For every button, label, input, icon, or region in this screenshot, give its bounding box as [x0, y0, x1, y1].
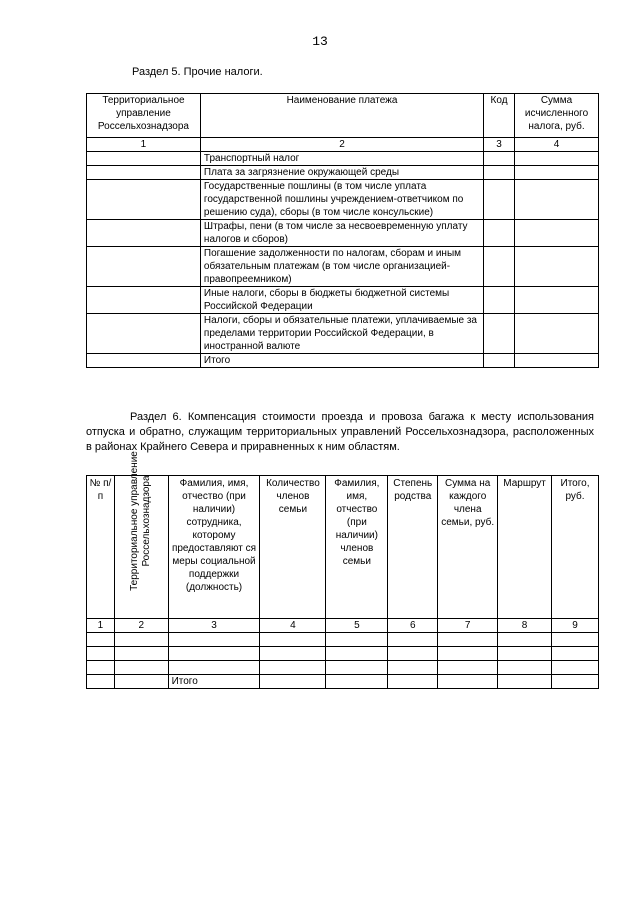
table-row	[87, 220, 599, 247]
total-label: Итого	[200, 354, 483, 368]
table-row	[87, 647, 599, 661]
table-row	[87, 314, 599, 354]
col-number: 9	[552, 619, 599, 633]
col-header-relationship: Степень родства	[388, 476, 438, 619]
col-number: 1	[87, 138, 201, 152]
col-number: 2	[200, 138, 483, 152]
col-header-payment-name: Наименование платежа	[200, 94, 483, 138]
table-row	[87, 166, 599, 180]
payment-name: Штрафы, пени (в том числе за несвоевременную уплату налогов и сборов)	[200, 220, 483, 247]
col-header-territorial-unit: Территориальное управление Россельхознадзора	[114, 476, 168, 619]
total-label: Итого	[168, 675, 260, 689]
column-number-row	[87, 138, 599, 152]
col-number: 2	[114, 619, 168, 633]
section5-title: Раздел 5. Прочие налоги.	[132, 66, 263, 78]
payment-name: Иные налоги, сборы в бюджеты бюджетной системы Российской Федерации	[200, 287, 483, 314]
total-row	[87, 675, 599, 689]
col-header-tax-amount: Сумма исчисленного налога, руб.	[515, 94, 599, 138]
table-row	[87, 152, 599, 166]
col-number: 6	[388, 619, 438, 633]
table-row	[87, 661, 599, 675]
table-header-row	[87, 476, 599, 619]
col-number: 3	[484, 138, 515, 152]
col-number: 4	[260, 619, 326, 633]
col-header-territorial-unit: Территориальное управление Россельхознадзора	[87, 94, 201, 138]
col-header-code: Код	[484, 94, 515, 138]
col-number: 5	[326, 619, 388, 633]
col-header-number: № п/п	[87, 476, 115, 619]
col-number: 7	[438, 619, 498, 633]
column-number-row	[87, 619, 599, 633]
col-number: 4	[515, 138, 599, 152]
col-number: 8	[498, 619, 552, 633]
table-row	[87, 287, 599, 314]
col-header-family-names: Фамилия, имя, отчество (при наличии) членов семьи	[326, 476, 388, 619]
table-header-row	[87, 94, 599, 138]
total-row	[87, 354, 599, 368]
page-number: 13	[312, 34, 328, 49]
col-number: 1	[87, 619, 115, 633]
col-number: 3	[168, 619, 260, 633]
table-row	[87, 180, 599, 220]
col-header-route: Маршрут	[498, 476, 552, 619]
payment-name: Погашение задолженности по налогам, сборам и иным обязательным платежам (в том числе организацией-правопреемником)	[200, 247, 483, 287]
payment-name: Государственные пошлины (в том числе уплата государственной пошлины учреждением-ответчиком по решению суда), сборы (в том числе консульские)	[200, 180, 483, 220]
section6-table	[86, 451, 599, 689]
payment-name: Плата за загрязнение окружающей среды	[200, 166, 483, 180]
payment-name: Налоги, сборы и обязательные платежи, уплачиваемые за пределами территории Российской Федерации, в иностранной валюте	[200, 314, 483, 354]
col-header-amount-per-member: Сумма на каждого члена семьи, руб.	[438, 476, 498, 619]
section6-title: Раздел 6. Компенсация стоимости проезда и провоза багажа к месту использования отпуска и обратно, служащим территориальных управлений Россельхознадзора, расположенных в районах Крайнего Севера и приравненных к ним областям.	[86, 411, 594, 453]
col-header-employee-name: Фамилия, имя, отчество (при наличии) сотрудника, которому предоставляют ся меры социальной поддержки (должность)	[168, 476, 260, 619]
col-header-family-count: Количество членов семьи	[260, 476, 326, 619]
table-row	[87, 247, 599, 287]
payment-name: Транспортный налог	[200, 152, 483, 166]
table-row	[87, 633, 599, 647]
section5-table	[86, 93, 599, 368]
col-header-total: Итого, руб.	[552, 476, 599, 619]
